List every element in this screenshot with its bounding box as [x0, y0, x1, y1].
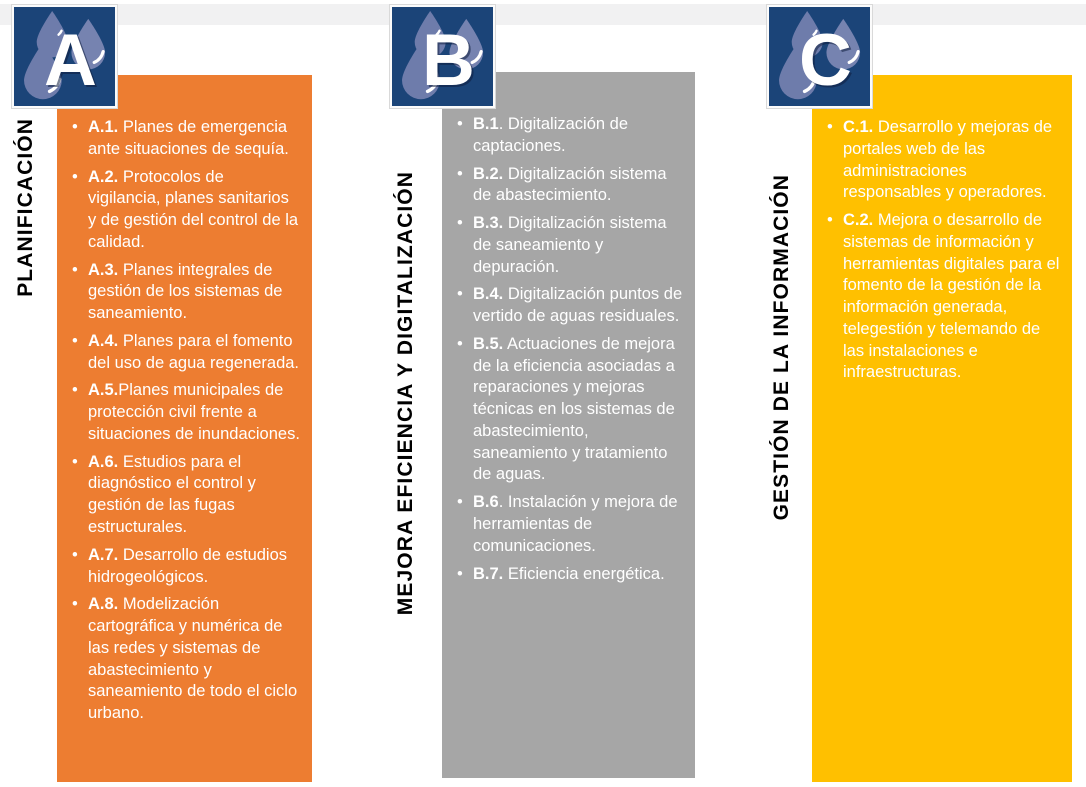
list-item: • A.2. Protocolos de vigilancia, planes sanitarios y de gestión del control de la calidad. [71, 167, 300, 254]
column-a-list [71, 117, 300, 725]
column-b-panel [442, 72, 695, 778]
icon-letter-b: B [421, 19, 475, 102]
list-item: • B.3. Digitalización sistema de saneamiento y depuración. [456, 213, 683, 278]
top-band [0, 4, 1086, 25]
list-item: • A.4. Planes para el fomento del uso de agua regenerada. [71, 331, 300, 375]
water-drops-graphic [392, 7, 493, 106]
column-b-list [456, 114, 683, 585]
list-item: • A.8. Modelización cartográfica y numérica de las redes y sistemas de abastecimiento y saneamiento de todo el ciclo urbano. [71, 594, 300, 725]
list-item: • A.6. Estudios para el diagnóstico el control y gestión de las fugas estructurales. [71, 452, 300, 539]
water-drops-graphic [14, 7, 115, 106]
list-item: • B.2. Digitalización sistema de abastecimiento. [456, 164, 683, 208]
water-drops-icon-a [12, 5, 117, 108]
list-item: • C.2. Mejora o desarrollo de sistemas de información y herramientas digitales para el fomento de la gestión de la información generada, telegestión y telemando de las instalaciones e infraestructuras. [826, 210, 1060, 384]
list-item: • A.3. Planes integrales de gestión de los sistemas de saneamiento. [71, 260, 300, 325]
list-item: • B.4. Digitalización puntos de vertido de aguas residuales. [456, 284, 683, 328]
column-c-title: GESTIÓN DE LA INFORMACIÓN [770, 173, 793, 520]
list-item: • A.1. Planes de emergencia ante situaciones de sequía. [71, 117, 300, 161]
column-c-list [826, 117, 1060, 384]
icon-letter-a: A [43, 19, 97, 102]
list-item: • B.5. Actuaciones de mejora de la eficiencia asociadas a reparaciones y mejoras técnicas en los sistemas de abastecimiento, saneamiento y tratamiento de aguas. [456, 334, 683, 486]
water-drops-icon-b [390, 5, 495, 108]
column-a-panel [57, 75, 312, 782]
column-a-title: PLANIFICACIÓN [14, 118, 37, 297]
water-drops-icon-c [767, 5, 872, 108]
list-item: • B.1. Digitalización de captaciones. [456, 114, 683, 158]
list-item: • A.5.Planes municipales de protección civil frente a situaciones de inundaciones. [71, 380, 300, 445]
column-b-title: MEJORA EFICIENCIA Y DIGITALIZACIÓN [394, 170, 417, 615]
list-item: • B.6. Instalación y mejora de herramientas de comunicaciones. [456, 492, 683, 557]
list-item: • B.7. Eficiencia energética. [456, 564, 683, 586]
icon-letter-c: C [798, 19, 852, 102]
list-item: • C.1. Desarrollo y mejoras de portales web de las administraciones responsables y operadores. [826, 117, 1060, 204]
column-c-panel [812, 75, 1072, 782]
water-drops-graphic [769, 7, 870, 106]
list-item: • A.7. Desarrollo de estudios hidrogeológicos. [71, 545, 300, 589]
